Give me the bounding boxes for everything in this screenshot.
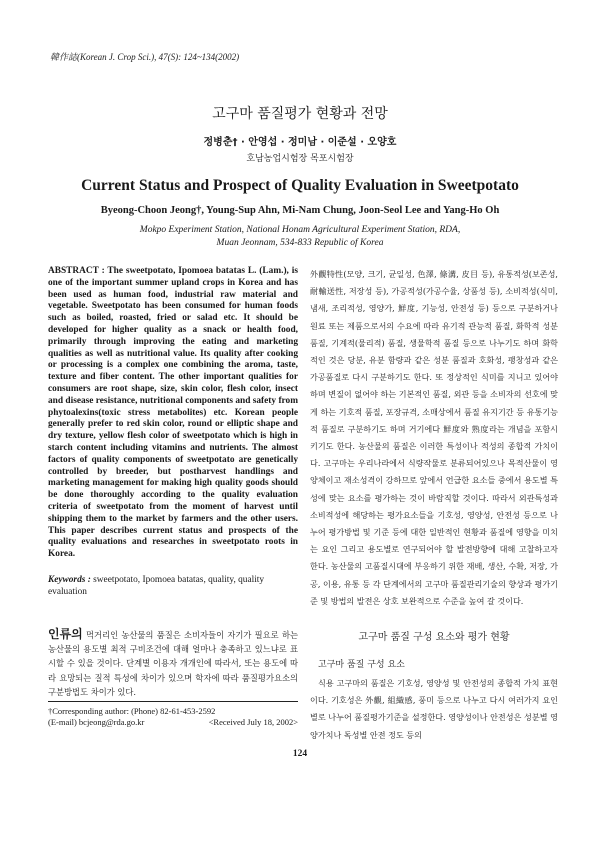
korean-title: 고구마 품질평가 현황과 전망 [212,106,388,122]
english-title: Current Status and Prospect of Quality Evaluation in Sweetpotato [81,177,519,194]
footnote-email: (E-mail) bcjeong@rda.go.kr [48,717,145,727]
footnote-corresponding: †Corresponding author: (Phone) 82-61-453-2592 [48,706,216,716]
english-authors: Byeong-Choon Jeong†, Young-Sup Ahn, Mi-Nam Chung, Joon-Seol Lee and Yang-Ho Oh [100,205,500,216]
body-paragraph-1: 外觀特性(모양, 크기, 균일성, 色澤, 條溝, 皮目 등), 유통적성(보존성, 耐輸送性, 저장성 등), 가공적성(가공수율, 상품성 등), 소비적성(식미, 냄새, 조리적성, 영양가, 鮮度, 기능성, 안전성 등) 등으로 구분하거나 원료 또는 제품으로서의 수요에 따라 유기적 관능적 품질, 화학적 성분 품질, 기계적(물리적) 품질, 생물학적 품질 등으로 나누기도 하며 화학적인 것은 당분, 유분 함량과 같은 성분 품질과 호화성, 팽창성과 같은 가공품질로 다시 구분하기도 한다. 또 정상적인 식미를 지니고 있어야 하며 변질이 없어야 하는 기본적인 품질, 외관 등을 소비자의 선호에 맞게 하는 기호적 품질, 포장규격, 소매상에서 품질 유지기간 등 유통기능적 품질로 구분하기도 하며 거기에다 鮮度와 熟度라는 개념을 포함시키기도 한다. 농산물의 품질은 이러한 특성이나 적성의 종합적 가치이다. 고구마는 우리나라에서 식량작물로 분류되어있으나 목적산물이 영양체이고 재소성격이 강하므로 앞에서 언급한 요소들 중에서 용도별 특성에 맞는 요소를 평가하는 것이 바람직할 것이다. 따라서 외관특성과 소비적성에 해당하는 평가요소들을 기호성, 영양성, 안전성 등으로 나누어 평가방법 및 기준 등에 대한 일반적인 현황과 품질에 영향을 미치는 요인 그리고 용도별로 연구되어야 할 발전방향에 대해 고찰하고자 한다. 농산물의 고품질시대에 부응하기 위한 재배, 생산, 수확, 저장, 가공, 이용, 유통 등 각 단계에서의 고구마 품질관리기술의 향상과 평가기준 및 방법의 발전은 상호 보완적으로 수준을 높여 갈 것이다. [310,269,558,606]
right-column-lower [310,675,558,744]
left-column [48,266,298,599]
journal-citation: 韓作誌(Korean J. Crop Sci.), 47(S): 124~134(2002) [50,52,240,62]
section-heading: 고구마 품질 구성 요소와 평가 현황 [358,632,510,643]
introduction-paragraph [48,627,298,699]
keywords [48,575,298,599]
footnote-received: <Received July 18, 2002> [208,717,298,727]
korean-affiliation: 호남농업시험장 목포시험장 [246,154,354,164]
keywords-label: Keywords : [48,574,91,585]
body-paragraph-2: 식용 고구마의 품질은 기호성, 영양성 및 안전성의 종합적 가치 표현이다. 기호성은 外觀, 組織感, 풍미 등으로 나누고 다시 여러가지 요인별로 나누어 품질평가기준을 설정한다. 영양성이나 안전성은 성분별 영양가치나 독성별 안전 정도 등의 [310,678,558,740]
right-column [310,266,558,610]
affiliation-line-2: Muan Jeonnam, 534-833 Republic of Korea [216,238,384,248]
intro-lead-word: 인류의 [48,627,83,641]
affiliation-line-1: Mokpo Experiment Station, National Honam Agricultural Experiment Station, RDA, [139,225,461,235]
footnote-divider [48,701,298,702]
korean-authors: 정병춘† · 안영섭 · 정미남 · 이준설 · 오양호 [203,137,397,148]
keywords-text: sweetpotato, Ipomoea batatas, quality, quality evaluation [48,574,265,597]
footnote-row [48,717,298,728]
abstract-text: ABSTRACT : The sweetpotato, Ipomoea batatas L. (Lam.), is one of the important summer upland crops in Korea and has been used as human food, industrial raw material and vegetable. Sweetpotato has been consumed for human foods such as boiled, roasted, fried or salad etc. It should be developed for higher quality as a snack or health food, primarily through improving the eating and marketing qualities as well as nutritional value. Its quality after cooking or processing is a complex one combining the aroma, taste, texture and fiber content. The other important qualities for consumers are root shape, size, skin color, flesh color, insect and disease resistance, nutritional components and safety from phytoalexins(toxic stress metabolites) etc. Korean people generally prefer to red skin color, round or elliptic shape and dry texture, yellow flesh color of sweetpotato which is high in starch content including vitamins and nutrients. The almost factors of quality components of sweetpotato are genetically controlled by breeder, but postharvest handlings and marketing management for making high quality goods should be done thoroughly according to the quality evaluation criteria of sweetpotato from the moment of harvest until shipping them to the market by farmers and the other users. This paper describes current status and prospects of the quality evaluations and researches in sweetpotato roots in Korea. [48,266,298,560]
footnote [48,706,298,728]
intro-text: 먹거리인 농산물의 품질은 소비자들이 자기가 필요로 하는 농산물의 용도별 최적 구비조건에 대해 얼마나 충족하고 있느냐로 표시할 수 있을 것이다. 단계별 이용자 개개인에 따라서, 또는 용도에 따라 요망되는 질적 특성에 차이가 있으며 학자에 따라 품질평가요소의 구분방법도 차이가 있다. [48,630,298,697]
english-affiliation [0,224,600,250]
page-number: 124 [292,749,308,759]
sub-heading: 고구마 품질 구성 요소 [318,660,405,670]
